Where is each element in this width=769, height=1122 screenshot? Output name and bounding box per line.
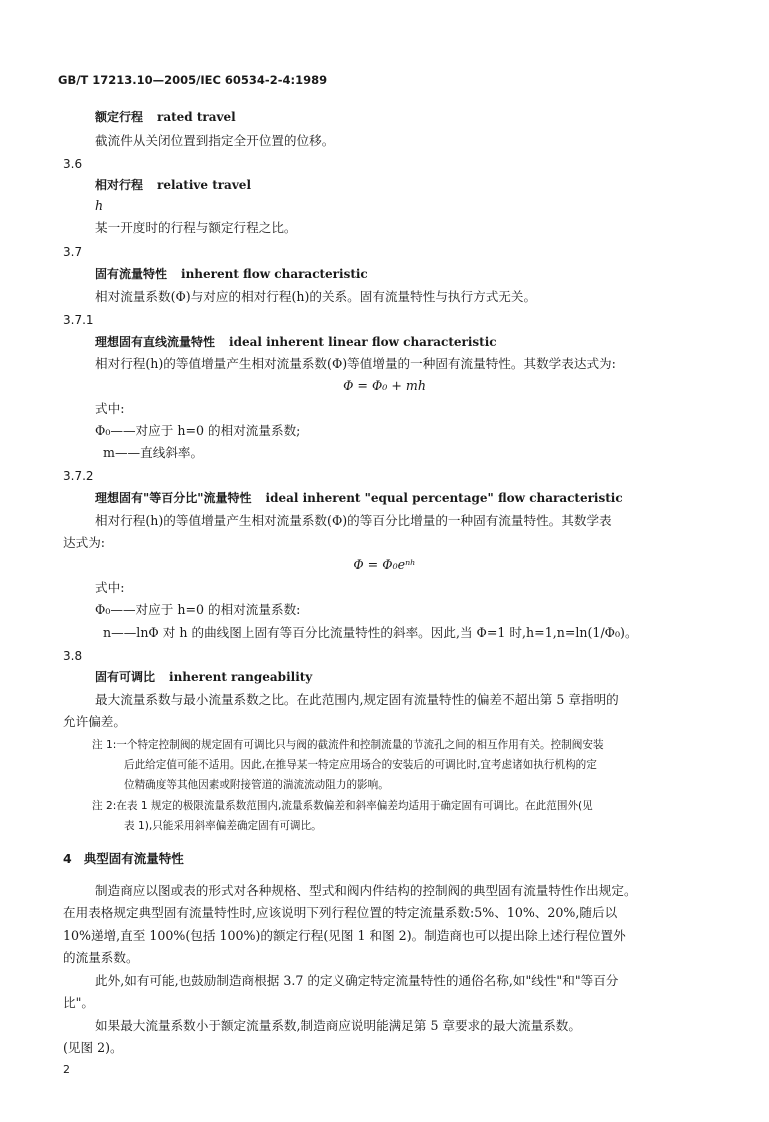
formula-equal-percentage: Φ = Φ₀eⁿʰ <box>353 557 416 572</box>
definition-inherent-flow: 相对流量系数(Φ)与对应的相对行程(h)的关系。固有流量特性与执行方式无关。 <box>95 289 537 304</box>
where-label: 式中: <box>95 401 125 416</box>
definition-rangeability-line1: 最大流量系数与最小流量系数之比。在此范围内,规定固有流量特性的偏差不超出第 5 章指明的 <box>95 692 619 707</box>
term-en: inherent rangeability <box>169 670 313 684</box>
term-cn: 理想固有直线流量特性 <box>95 335 216 349</box>
term-cn: 固有流量特性 <box>95 267 168 281</box>
term-cn: 额定行程 <box>95 110 144 124</box>
definition-linear-flow: 相对行程(h)的等值增量产生相对流量系数(Φ)等值增量的一种固有流量特性。其数学表达式为: <box>95 356 616 371</box>
term-cn: 理想固有"等百分比"流量特性 <box>95 491 252 505</box>
clause-number-3-6: 3.6 <box>63 157 83 171</box>
term-relative-travel <box>95 177 251 193</box>
term-en: inherent flow characteristic <box>181 267 368 281</box>
variable-phi0: Φ₀——对应于 h=0 的相对流量系数: <box>95 602 301 617</box>
term-rangeability <box>95 669 312 685</box>
term-en: ideal inherent "equal percentage" flow characteristic <box>265 491 623 505</box>
definition-equal-percentage-line2: 达式为: <box>63 535 106 550</box>
definition-equal-percentage-line1: 相对行程(h)的等值增量产生相对流量系数(Φ)的等百分比增量的一种固有流量特性。其数学表 <box>95 513 612 528</box>
section4-paragraph3-line2: (见图 2)。 <box>63 1040 123 1055</box>
clause-number-3-7-1: 3.7.1 <box>63 313 94 327</box>
term-cn: 固有可调比 <box>95 670 156 684</box>
section4-paragraph1-line1: 制造商应以图或表的形式对各种规格、型式和阀内件结构的控制阀的典型固有流量特性作出规定。 <box>95 883 637 898</box>
note-2-line1: 注 2:在表 1 规定的极限流量系数范围内,流量系数偏差和斜率偏差均适用于确定固有可调比。在此范围外(见 <box>92 800 593 812</box>
definition-rated-travel: 截流件从关闭位置到指定全开位置的位移。 <box>95 133 335 148</box>
term-linear-flow <box>95 334 497 350</box>
clause-number-3-7: 3.7 <box>63 245 83 259</box>
note-1-line2: 后此给定值可能不适用。因此,在推导某一特定应用场合的安装后的可调比时,宜考虑诸如执行机构的定 <box>124 759 597 771</box>
section4-paragraph2-line2: 比"。 <box>63 995 94 1010</box>
term-en: rated travel <box>157 110 236 124</box>
section-title: 典型固有流量特性 <box>83 851 184 866</box>
standard-header: GB/T 17213.10—2005/IEC 60534-2-4:1989 <box>58 73 328 87</box>
term-en: relative travel <box>157 178 251 192</box>
section4-paragraph1-line2: 在用表格规定典型固有流量特性时,应该说明下列行程位置的特定流量系数:5%、10%、20%,随后以 <box>63 905 618 920</box>
term-cn: 相对行程 <box>95 178 144 192</box>
definition-relative-travel: 某一开度时的行程与额定行程之比。 <box>95 220 297 235</box>
note-1-line1: 注 1:一个特定控制阀的规定固有可调比只与阀的截流件和控制流量的节流孔之间的相互作用有关。控制阀安装 <box>92 739 604 751</box>
note-2-line2: 表 1),只能采用斜率偏差确定固有可调比。 <box>124 820 322 832</box>
formula-linear: Φ = Φ₀ + mh <box>343 378 426 393</box>
where-label: 式中: <box>95 580 125 595</box>
term-inherent-flow <box>95 266 368 282</box>
section4-paragraph1-line4: 的流量系数。 <box>63 950 139 965</box>
term-equal-percentage <box>95 490 623 506</box>
clause-number-3-8: 3.8 <box>63 649 83 663</box>
note-1-line3: 位精确度等其他因素或附接管道的湍流流动阻力的影响。 <box>124 779 389 791</box>
term-en: ideal inherent linear flow characteristic <box>229 335 497 349</box>
section-number: 4 <box>63 851 72 866</box>
symbol-h: h <box>95 198 104 213</box>
section-heading-4 <box>63 851 184 867</box>
term-rated-travel <box>95 109 236 125</box>
page-number: 2 <box>63 1063 70 1076</box>
section4-paragraph3-line1: 如果最大流量系数小于额定流量系数,制造商应说明能满足第 5 章要求的最大流量系数。 <box>95 1018 581 1033</box>
definition-rangeability-line2: 允许偏差。 <box>63 714 126 729</box>
section4-paragraph2-line1: 此外,如有可能,也鼓励制造商根据 3.7 的定义确定特定流量特性的通俗名称,如"线性"和"等百分 <box>95 973 619 988</box>
variable-m: m——直线斜率。 <box>103 445 204 460</box>
clause-number-3-7-2: 3.7.2 <box>63 469 94 483</box>
variable-phi0: Φ₀——对应于 h=0 的相对流量系数; <box>95 423 301 438</box>
variable-n: n——lnΦ 对 h 的曲线图上固有等百分比流量特性的斜率。因此,当 Φ=1 时,h=1,n=ln(1/Φ₀)。 <box>103 625 638 640</box>
section4-paragraph1-line3: 10%递增,直至 100%(包括 100%)的额定行程(见图 1 和图 2)。制造商也可以提出除上述行程位置外 <box>63 928 626 943</box>
